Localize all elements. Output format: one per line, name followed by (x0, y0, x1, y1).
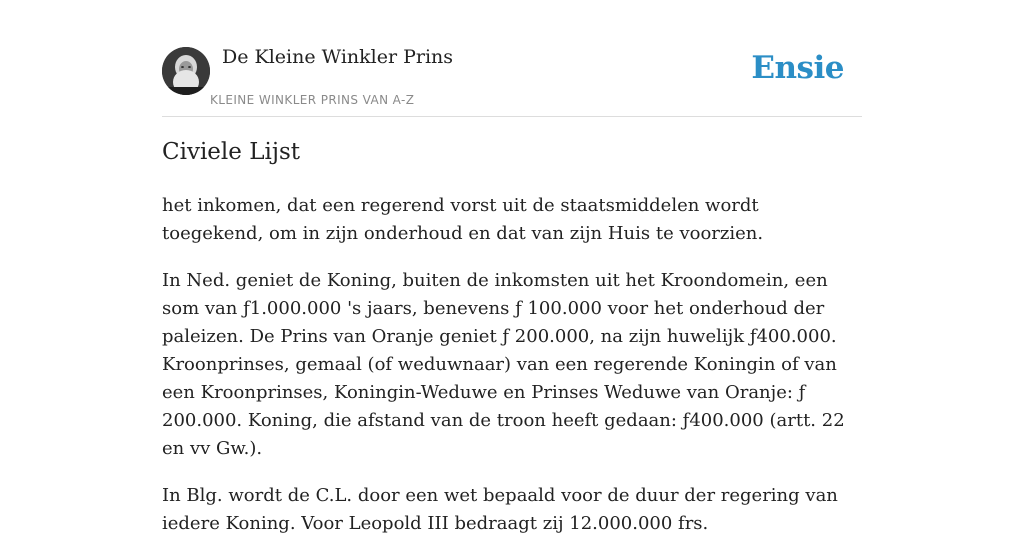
book-title[interactable]: De Kleine Winkler Prins (222, 46, 454, 68)
page (162, 0, 862, 534)
paragraph-netherlands: In Ned. geniet de Koning, buiten de inkomsten uit het Kroondomein, een som van ƒ1.000.000 's jaars, benevens ƒ 100.000 voor het onderhoud der paleizen. De Prins van Oranje geniet ƒ 200.000, na zijn huwelijk ƒ400.000. Kroonprinses, gemaal (of weduwnaar) van een regerende Koningin of van een Kroonprinses, Koningin-Weduwe en Prinses Weduwe van Oranje: ƒ 200.000. Koning, die afstand van de troon heeft gedaan: ƒ400.000 (artt. 22 en vv Gw.). (162, 270, 845, 459)
entry-body (162, 192, 862, 557)
portrait-icon (162, 47, 210, 95)
paragraph-definition: het inkomen, dat een regerend vorst uit de staatsmiddelen wordt toegekend, om in zijn onderhoud en dat van zijn Huis te voorzien. (162, 195, 764, 244)
series-label[interactable]: KLEINE WINKLER PRINS VAN A-Z (210, 93, 415, 107)
paragraph-belgium: In Blg. wordt de C.L. door een wet bepaald voor de duur der regering van iedere Koning. Voor Leopold III bedraagt zij 12.000.000 frs. (162, 485, 838, 534)
header (162, 0, 862, 117)
ensie-logo[interactable]: Ensie (751, 50, 844, 86)
entry-title: Civiele Lijst (162, 139, 300, 165)
author-avatar[interactable] (162, 47, 210, 95)
